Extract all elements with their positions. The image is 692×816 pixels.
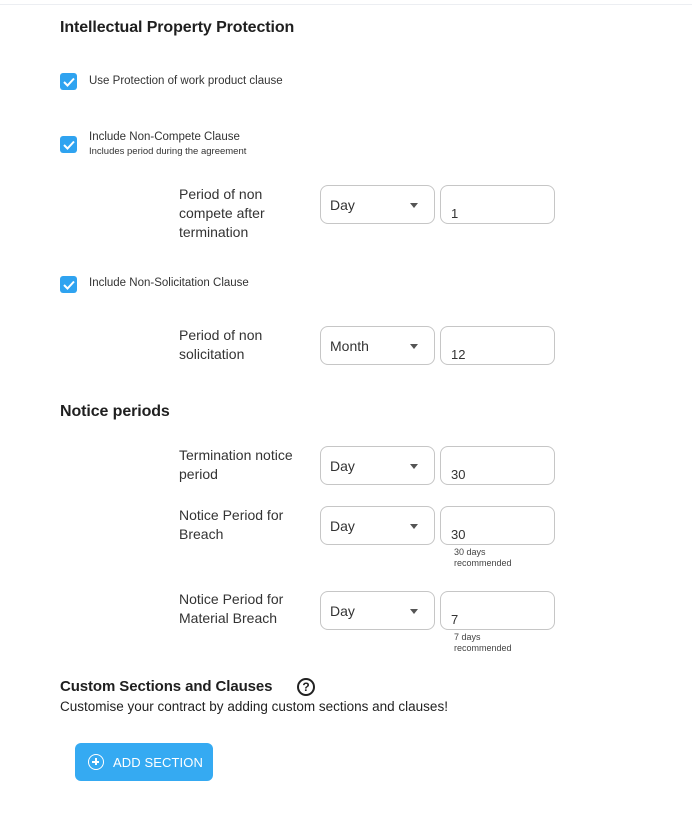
question-circle-icon[interactable]: ? xyxy=(297,678,315,696)
material-breach-hint: 7 days recommended xyxy=(454,632,512,653)
add-section-button[interactable] xyxy=(75,743,213,781)
non-solicitation-label: Include Non-Solicitation Clause xyxy=(89,277,249,289)
custom-section-title: Custom Sections and Clauses xyxy=(60,678,273,695)
non-solicitation-unit-value: Month xyxy=(330,337,369,354)
termination-unit-select[interactable] xyxy=(320,446,435,485)
breach-notice-label: Notice Period for Breach xyxy=(179,507,284,542)
plus-circle-icon xyxy=(88,754,104,770)
non-solicitation-period-label: Period of non solicitation xyxy=(179,327,263,362)
non-compete-checkbox[interactable] xyxy=(60,136,77,153)
material-breach-unit-select[interactable] xyxy=(320,591,435,630)
ip-section-title: Intellectual Property Protection xyxy=(60,19,295,36)
breach-value-input[interactable] xyxy=(440,506,555,545)
non-compete-label: Include Non-Compete Clause xyxy=(89,131,240,143)
termination-notice-label: Termination notice period xyxy=(179,447,293,482)
material-breach-value: 7 xyxy=(451,612,459,627)
non-compete-period-label: Period of non compete after termination xyxy=(179,186,265,240)
breach-hint: 30 days recommended xyxy=(454,547,512,568)
non-solicitation-value: 12 xyxy=(451,347,466,362)
termination-value-input[interactable] xyxy=(440,446,555,485)
check-icon xyxy=(63,280,75,290)
breach-value: 30 xyxy=(451,527,466,542)
check-icon xyxy=(63,140,75,150)
material-breach-unit-value: Day xyxy=(330,602,355,619)
termination-unit-value: Day xyxy=(330,457,355,474)
material-breach-notice-label: Notice Period for Material Breach xyxy=(179,591,284,626)
non-compete-unit-value: Day xyxy=(330,196,355,213)
material-breach-value-input[interactable] xyxy=(440,591,555,630)
work-product-checkbox[interactable] xyxy=(60,73,77,90)
non-compete-value: 1 xyxy=(451,206,459,221)
top-divider xyxy=(0,0,692,5)
non-solicitation-checkbox[interactable] xyxy=(60,276,77,293)
work-product-label: Use Protection of work product clause xyxy=(89,75,283,87)
check-icon xyxy=(63,77,75,87)
caret-down-icon xyxy=(410,524,418,529)
non-solicitation-value-input[interactable] xyxy=(440,326,555,365)
caret-down-icon xyxy=(410,464,418,469)
add-section-label: ADD SECTION xyxy=(113,754,203,770)
non-compete-value-input[interactable] xyxy=(440,185,555,224)
custom-section-description: Customise your contract by adding custom sections and clauses! xyxy=(60,699,448,714)
non-compete-sublabel: Includes period during the agreement xyxy=(89,146,247,157)
non-compete-unit-select[interactable] xyxy=(320,185,435,224)
caret-down-icon xyxy=(410,344,418,349)
notice-section-title: Notice periods xyxy=(60,403,170,420)
termination-value: 30 xyxy=(451,467,466,482)
caret-down-icon xyxy=(410,203,418,208)
caret-down-icon xyxy=(410,609,418,614)
breach-unit-select[interactable] xyxy=(320,506,435,545)
breach-unit-value: Day xyxy=(330,517,355,534)
non-solicitation-unit-select[interactable] xyxy=(320,326,435,365)
